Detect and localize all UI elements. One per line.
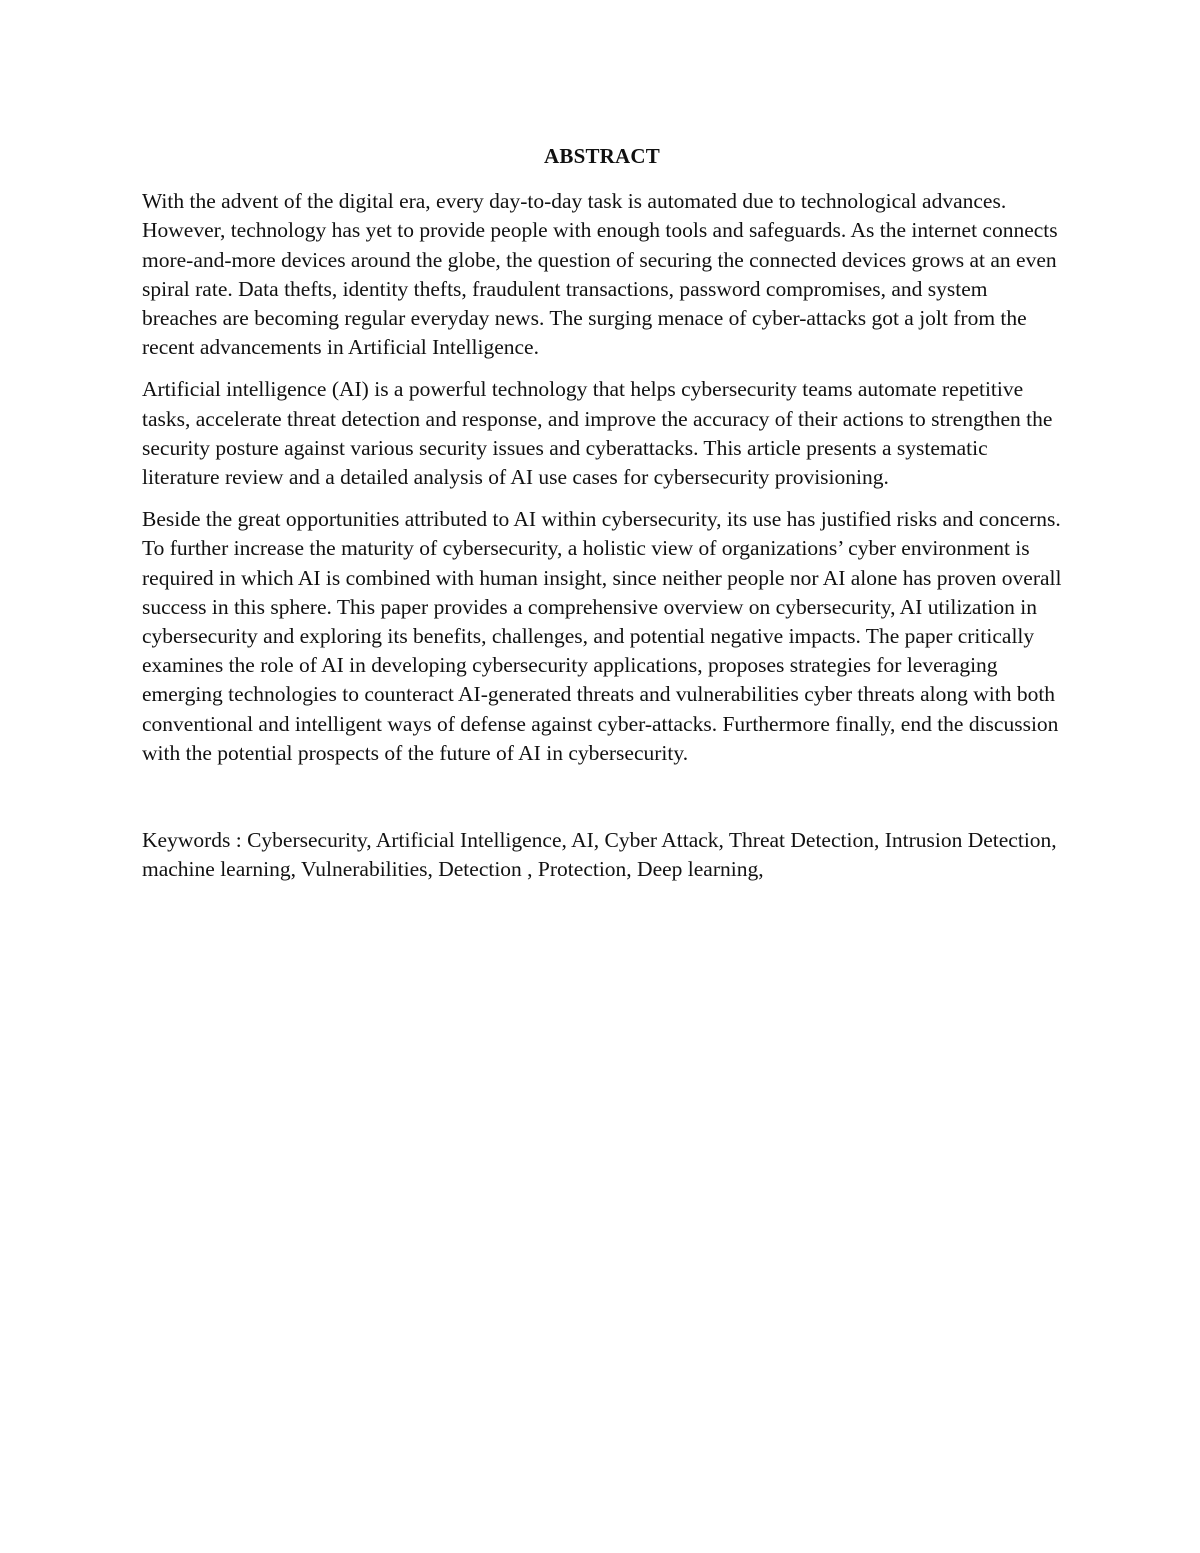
abstract-title: ABSTRACT: [544, 144, 660, 168]
abstract-paragraph-2: Artificial intelligence (AI) is a powerful technology that helps cybersecurity teams automate repetitive tasks, accelerate threat detection and response, and improve the accuracy of their actions to strengthen the security posture against various security issues and cyberattacks. This article presents a systematic literature review and a detailed analysis of AI use cases for cybersecurity provisioning.: [142, 377, 1053, 490]
abstract-section: [142, 138, 1062, 897]
keywords-line: Keywords : Cybersecurity, Artificial Intelligence, AI, Cyber Attack, Threat Detection, Intrusion Detection, machine learning, Vulnerabilities, Detection , Protection, Deep learning,: [142, 828, 1057, 882]
abstract-paragraph-3: Beside the great opportunities attributed to AI within cybersecurity, its use has justified risks and concerns. To further increase the maturity of cybersecurity, a holistic view of organizations’ cyber environment is required in which AI is combined with human insight, since neither people nor AI alone has proven overall success in this sphere. This paper provides a comprehensive overview on cybersecurity, AI utilization in cybersecurity and exploring its benefits, challenges, and potential negative impacts. The paper critically examines the role of AI in developing cybersecurity applications, proposes strategies for leveraging emerging technologies to counteract AI-generated threats and vulnerabilities cyber threats along with both conventional and intelligent ways of defense against cyber-attacks. Furthermore finally, end the discussion with the potential prospects of the future of AI in cybersecurity.: [142, 507, 1062, 765]
abstract-paragraph-1: With the advent of the digital era, every day-to-day task is automated due to technological advances. However, technology has yet to provide people with enough tools and safeguards. As the internet connects more-and-more devices around the globe, the question of securing the connected devices grows at an even spiral rate. Data thefts, identity thefts, fraudulent transactions, password compromises, and system breaches are becoming regular everyday news. The surging menace of cyber-attacks got a jolt from the recent advancements in Artificial Intelligence.: [142, 189, 1058, 360]
